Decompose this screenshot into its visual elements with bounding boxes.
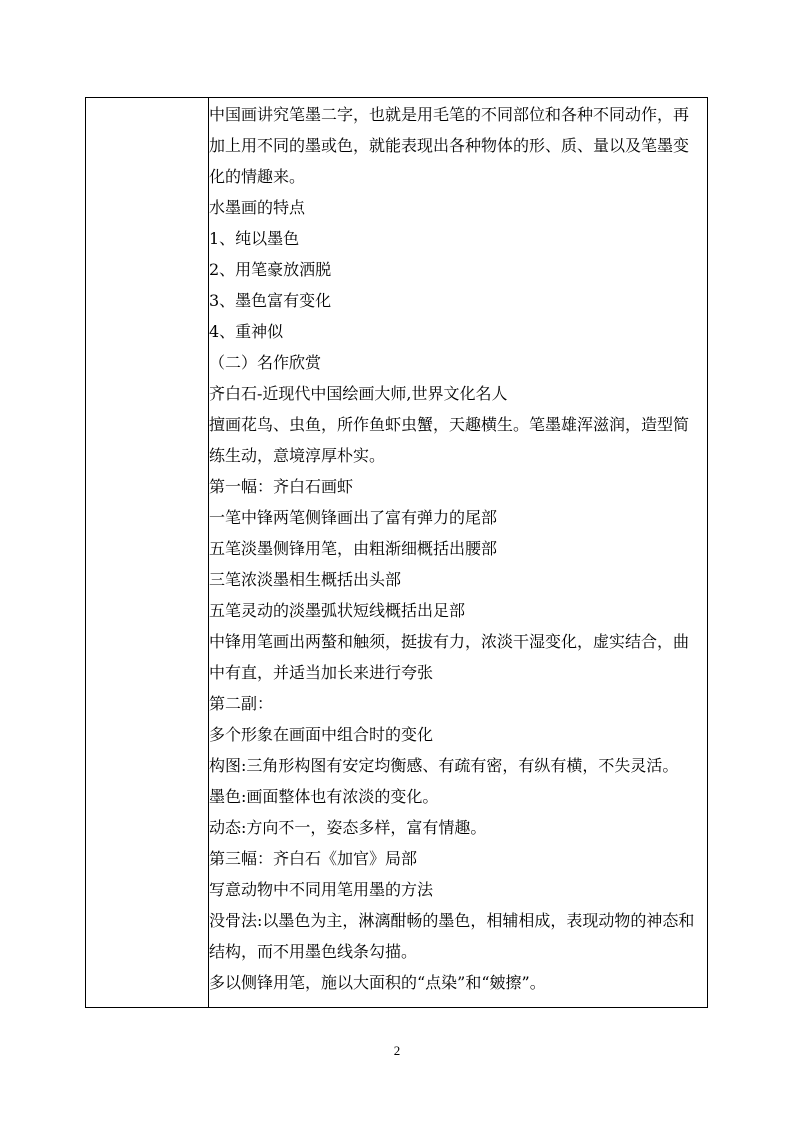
text-line: 五笔灵动的淡墨弧状短线概括出足部: [209, 601, 466, 620]
left-empty-cell: [86, 98, 209, 1008]
text-line: 加上用不同的墨或色，就能表现出各种物体的形、质、量以及笔墨变: [209, 136, 690, 155]
section-heading: 水墨画的特点: [209, 198, 306, 217]
text-line: 没骨法:以墨色为主，淋漓酣畅的墨色，相辅相成，表现动物的神态和: [209, 911, 695, 930]
text-line: 墨色:画面整体也有浓淡的变化。: [209, 787, 439, 806]
section-heading: 第一幅：齐白石画虾: [209, 477, 354, 496]
text-line: 多个形象在画面中组合时的变化: [209, 725, 434, 744]
section-heading: 第三幅：齐白石《加官》局部: [209, 849, 418, 868]
table-row: [86, 98, 708, 1008]
list-item: 4、重神似: [209, 322, 284, 341]
text-line: 多以侧锋用笔，施以大面积的“点染”和“皴擦”。: [209, 973, 546, 992]
list-item: 2、用笔豪放洒脱: [209, 260, 332, 279]
text-line: 齐白石-近现代中国绘画大师,世界文化名人: [209, 384, 508, 403]
text-line: 构图:三角形构图有安定均衡感、有疏有密，有纵有横，不失灵活。: [209, 756, 679, 775]
text-line: 三笔浓淡墨相生概括出头部: [209, 570, 402, 589]
text-line: 中锋用笔画出两螯和触须，挺拔有力，浓淡干湿变化，虚实结合，曲: [209, 632, 690, 651]
text-line: 写意动物中不同用笔用墨的方法: [209, 880, 434, 899]
text-line: 一笔中锋两笔侧锋画出了富有弹力的尾部: [209, 508, 498, 527]
content-cell: [209, 98, 708, 1008]
list-item: 3、墨色富有变化: [209, 291, 332, 310]
text-line: 化的情趣来。: [209, 167, 306, 186]
text-line: 中有直，并适当加长来进行夸张: [209, 663, 434, 682]
section-heading: （二）名作欣赏: [209, 353, 322, 372]
text-line: 中国画讲究笔墨二字，也就是用毛笔的不同部位和各种不同动作，再: [209, 105, 690, 124]
text-line: 五笔淡墨侧锋用笔，由粗渐细概括出腰部: [209, 539, 498, 558]
list-item: 1、纯以墨色: [209, 229, 300, 248]
lesson-table: [85, 97, 708, 1008]
section-heading: 第二副：: [209, 694, 274, 713]
page-number: 2: [393, 1043, 401, 1058]
text-line: 结构，而不用墨色线条勾描。: [209, 942, 418, 961]
text-line: 练生动，意境淳厚朴实。: [209, 446, 386, 465]
text-line: 动态:方向不一，姿态多样，富有情趣。: [209, 818, 487, 837]
content-text: [209, 98, 707, 998]
text-line: 擅画花鸟、虫鱼，所作鱼虾虫蟹，天趣横生。笔墨雄浑滋润，造型简: [209, 415, 690, 434]
